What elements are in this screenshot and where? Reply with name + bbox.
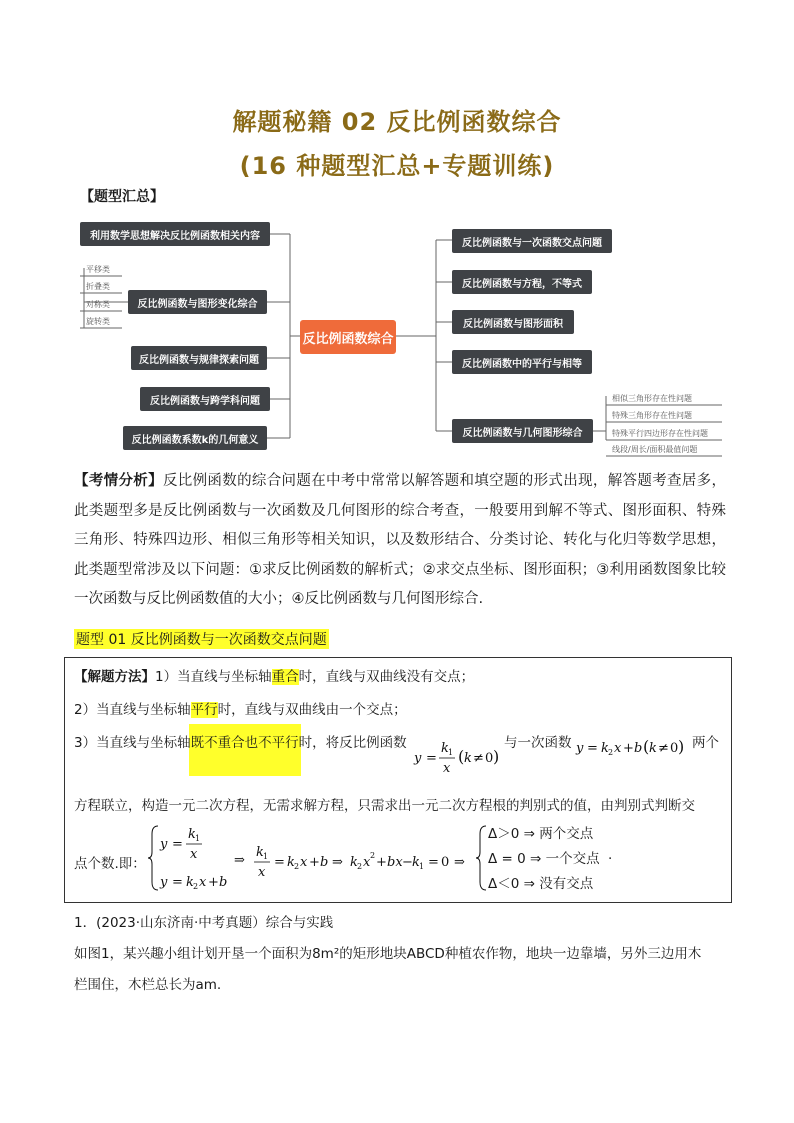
svg-text:y: y (576, 741, 584, 756)
svg-text:(: ( (458, 747, 465, 766)
mindmap-left-node: 反比例函数与跨学科问题 (140, 387, 270, 411)
svg-text:y: y (414, 751, 422, 766)
svg-text:bx: bx (387, 855, 403, 870)
svg-text:k: k (464, 751, 472, 766)
svg-text:1: 1 (448, 748, 454, 757)
question-line-1: 如图1，某兴趣小组计划开垦一个面积为8m²的矩形地块ABCD种植农作物，地块一边靠墙，另外三边用木 (74, 946, 702, 962)
svg-text:x: x (443, 761, 451, 776)
method-text: 1）当直线与坐标轴 (155, 669, 272, 685)
svg-text:2: 2 (370, 851, 376, 860)
svg-text:+: + (208, 875, 219, 890)
mindmap-left-sub: 平移类 (86, 265, 110, 274)
svg-text:x: x (190, 847, 198, 862)
mindmap-right-node: 反比例函数与方程，不等式 (452, 270, 592, 294)
question-line-2: 栏围住，木栏总长为am. (74, 977, 222, 993)
mindmap-right-sub: 特殊平行四边形存在性问题 (612, 429, 708, 438)
mindmap-center: 反比例函数综合 (300, 320, 396, 354)
method-line-3b: 与一次函数 (504, 735, 572, 751)
method-text: 时，直线与双曲线没有交点； (298, 669, 475, 685)
svg-text:=: = (426, 751, 437, 766)
mindmap-right-sub: 线段/周长/面积最值问题 (612, 445, 698, 454)
svg-text:): ) (678, 737, 685, 756)
svg-text:⇒: ⇒ (454, 855, 465, 870)
mindmap-left-sub: 对称类 (86, 300, 110, 309)
mindmap-right-node: 反比例函数与几何图形综合 (452, 419, 593, 443)
summary-label: 【题型汇总】 (80, 189, 164, 205)
svg-text:x: x (258, 865, 266, 880)
svg-text:(: ( (643, 737, 650, 756)
mindmap-left-sub: 折叠类 (86, 282, 110, 291)
svg-text:k: k (188, 827, 196, 842)
svg-text:2: 2 (294, 862, 300, 871)
svg-text:1: 1 (195, 834, 201, 843)
svg-text:2: 2 (608, 748, 614, 757)
svg-text:k: k (412, 855, 420, 870)
svg-text:=: = (172, 875, 183, 890)
method-highlight: 既不重合也不平行 (190, 735, 299, 751)
period: . (608, 847, 613, 863)
svg-text:=: = (274, 855, 285, 870)
mindmap-left-node: 反比例函数与图形变化综合 (128, 290, 267, 314)
svg-text:1: 1 (419, 862, 425, 871)
analysis-text: 反比例函数的综合问题在中考中常常以解答题和填空题的形式出现，解答题考查居多，此类题型多是反比例函数与一次函数及几何图形的综合考查，一般要用到解不等式、图形面积、特殊三角形、特殊四边形、相似三角形等相关知识，以及数形结合、分类讨论、转化与化归等数学思想，此类题型常涉及以下问题：①求反比例函数的解析式；②求交点坐标、图形面积；③利用函数图象比较一次函数与反比例函数值的大小；④反比例函数与几何图形综合. (74, 473, 726, 607)
page-subtitle: (16 种题型汇总+专题训练) (239, 152, 555, 180)
method-text: 2）当直线与坐标轴 (74, 702, 191, 718)
svg-text:=: = (172, 837, 183, 852)
svg-text:+: + (623, 741, 634, 756)
svg-text:x: x (614, 741, 622, 756)
svg-text:0: 0 (485, 751, 494, 766)
method-highlight: 平行 (190, 702, 218, 718)
question-source: 1．(2023·山东济南·中考真题）综合与实践 (74, 915, 334, 931)
method-label: 【解题方法】 (74, 669, 155, 685)
method-line-3 (74, 731, 407, 751)
svg-text:k: k (441, 741, 449, 756)
svg-text:1: 1 (263, 852, 269, 861)
case-one-point: Δ = 0 ⇒ 一个交点 (488, 851, 600, 867)
method-line-4: 方程联立，构造一元二次方程，无需求解方程，只需求出一元二次方程根的判别式的值，由判别式判断交 (74, 798, 695, 814)
svg-text:≠: ≠ (473, 751, 484, 766)
method-text: 时，将反比例函数 (298, 735, 407, 751)
svg-text:k: k (186, 875, 194, 890)
cases-brace (474, 822, 488, 894)
svg-text:y: y (160, 875, 168, 890)
svg-text:+: + (309, 855, 320, 870)
svg-text:−: − (402, 855, 413, 870)
analysis-paragraph (74, 467, 726, 615)
method-line-2 (74, 698, 407, 718)
mindmap-left-node: 反比例函数与规律探索问题 (131, 346, 267, 370)
svg-text:): ) (493, 747, 500, 766)
mindmap-left-node: 利用数学思想解决反比例函数相关内容 (80, 222, 270, 246)
method-text: 3）当直线与坐标轴 (74, 735, 191, 751)
svg-text:⇒: ⇒ (332, 855, 343, 870)
method-highlight: 重合 (271, 669, 299, 685)
system-derivation-formula (148, 822, 478, 894)
svg-text:0: 0 (670, 741, 679, 756)
type-heading: 题型 01 反比例函数与一次函数交点问题 (74, 629, 329, 649)
analysis-label: 【考情分析】 (74, 473, 163, 489)
page-title: 解题秘籍 02 反比例函数综合 (232, 108, 562, 136)
svg-text:0: 0 (441, 855, 450, 870)
mindmap-right-sub: 特殊三角形存在性问题 (612, 411, 692, 420)
svg-text:⇒: ⇒ (234, 853, 245, 868)
mindmap-left-sub: 旋转类 (86, 317, 110, 326)
svg-text:k: k (350, 855, 358, 870)
svg-text:2: 2 (357, 862, 363, 871)
svg-text:k: k (256, 845, 264, 860)
svg-text:x: x (363, 855, 371, 870)
method-line-1 (74, 665, 474, 685)
linear-function-formula (574, 734, 694, 760)
svg-text:≠: ≠ (658, 741, 669, 756)
svg-text:x: x (199, 875, 207, 890)
svg-text:=: = (587, 741, 598, 756)
method-line-3c: 两个 (692, 735, 719, 751)
mindmap-right-node: 反比例函数与一次函数交点问题 (452, 229, 612, 253)
mindmap-right-node: 反比例函数与图形面积 (452, 310, 574, 334)
svg-text:x: x (300, 855, 308, 870)
svg-text:2: 2 (193, 882, 199, 891)
case-no-point: Δ＜0 ⇒ 没有交点 (488, 876, 594, 892)
svg-text:=: = (428, 855, 439, 870)
svg-text:k: k (601, 741, 609, 756)
svg-text:y: y (160, 837, 168, 852)
svg-text:b: b (320, 855, 329, 870)
svg-text:b: b (219, 875, 228, 890)
svg-text:b: b (634, 741, 643, 756)
svg-text:k: k (287, 855, 295, 870)
mindmap-left-node: 反比例函数系数k的几何意义 (123, 426, 267, 450)
method-text: 时，直线与双曲线由一个交点； (217, 702, 407, 718)
method-line-5: 点个数.即： (74, 856, 146, 872)
svg-text:+: + (376, 855, 387, 870)
mindmap-right-sub: 相似三角形存在性问题 (612, 394, 692, 403)
svg-text:k: k (649, 741, 657, 756)
case-two-points: Δ＞0 ⇒ 两个交点 (488, 826, 594, 842)
mindmap-right-node: 反比例函数中的平行与相等 (452, 350, 592, 374)
inverse-function-formula (410, 738, 510, 778)
